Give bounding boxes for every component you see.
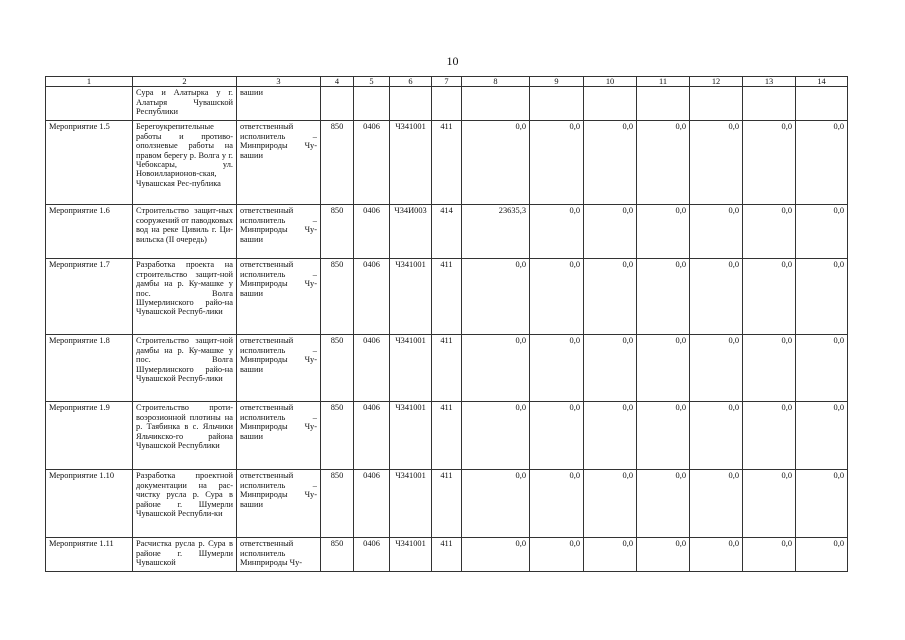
amount-cell: 0,0 bbox=[743, 205, 796, 259]
amount-cell: 0,0 bbox=[584, 335, 637, 402]
budget-table bbox=[45, 76, 848, 572]
amount-cell: 23635,3 bbox=[462, 205, 530, 259]
amount-cell: 0,0 bbox=[796, 205, 848, 259]
amount-cell: 0,0 bbox=[584, 538, 637, 572]
amount-cell: 0,0 bbox=[690, 259, 743, 335]
amount-cell: 0,0 bbox=[637, 538, 690, 572]
activity-name-cell: Мероприятие 1.6 bbox=[46, 205, 133, 259]
activity-description-cell: Строительство проти-воэрозионной плотины на р. Таябинка в с. Яльчики Яльчикско-го района Чувашской Республики bbox=[133, 402, 237, 470]
amount-cell: 0,0 bbox=[584, 205, 637, 259]
expense-type-cell: 411 bbox=[432, 121, 462, 205]
grbs-code-cell: 850 bbox=[321, 205, 354, 259]
amount-cell bbox=[743, 87, 796, 121]
column-header-14: 14 bbox=[796, 77, 848, 87]
executor-cell: ответственный исполнитель – Минприроды Чу-вашии bbox=[237, 335, 321, 402]
activity-description-cell: Сура и Алатырка у г. Алатыря Чувашской Республики bbox=[133, 87, 237, 121]
amount-cell: 0,0 bbox=[637, 121, 690, 205]
column-header-9: 9 bbox=[530, 77, 584, 87]
table-row bbox=[46, 402, 848, 470]
amount-cell: 0,0 bbox=[637, 259, 690, 335]
activity-description-cell: Разработка проекта на строительство защит-ной дамбы на р. Ку-машке у пос. Волга Шумерлинского райо-на Чувашской Респуб-лики bbox=[133, 259, 237, 335]
grbs-code-cell: 850 bbox=[321, 538, 354, 572]
column-header-10: 10 bbox=[584, 77, 637, 87]
amount-cell: 0,0 bbox=[743, 259, 796, 335]
amount-cell bbox=[584, 87, 637, 121]
column-header-12: 12 bbox=[690, 77, 743, 87]
amount-cell: 0,0 bbox=[462, 335, 530, 402]
section-code-cell: 0406 bbox=[354, 121, 390, 205]
expense-type-cell bbox=[432, 87, 462, 121]
amount-cell bbox=[530, 87, 584, 121]
section-code-cell: 0406 bbox=[354, 538, 390, 572]
table-row bbox=[46, 259, 848, 335]
section-code-cell: 0406 bbox=[354, 402, 390, 470]
expense-type-cell: 411 bbox=[432, 259, 462, 335]
amount-cell: 0,0 bbox=[690, 205, 743, 259]
amount-cell: 0,0 bbox=[743, 470, 796, 538]
amount-cell: 0,0 bbox=[462, 402, 530, 470]
target-article-cell: Ч341001 bbox=[390, 121, 432, 205]
expense-type-cell: 411 bbox=[432, 538, 462, 572]
table-row bbox=[46, 87, 848, 121]
amount-cell: 0,0 bbox=[584, 470, 637, 538]
table-row bbox=[46, 538, 848, 572]
amount-cell: 0,0 bbox=[530, 121, 584, 205]
amount-cell: 0,0 bbox=[584, 402, 637, 470]
activity-name-cell: Мероприятие 1.9 bbox=[46, 402, 133, 470]
grbs-code-cell: 850 bbox=[321, 335, 354, 402]
amount-cell: 0,0 bbox=[530, 259, 584, 335]
section-code-cell: 0406 bbox=[354, 259, 390, 335]
amount-cell: 0,0 bbox=[462, 121, 530, 205]
activity-description-cell: Разработка проектной документации на рас-чистку русла р. Сура в районе г. Шумерли Чувашской Республи-ки bbox=[133, 470, 237, 538]
activity-name-cell: Мероприятие 1.11 bbox=[46, 538, 133, 572]
amount-cell: 0,0 bbox=[796, 259, 848, 335]
column-header-6: 6 bbox=[390, 77, 432, 87]
table-body bbox=[46, 87, 848, 572]
expense-type-cell: 411 bbox=[432, 335, 462, 402]
amount-cell: 0,0 bbox=[637, 205, 690, 259]
executor-cell: ответственный исполнитель – Минприроды Чу-вашии bbox=[237, 205, 321, 259]
amount-cell: 0,0 bbox=[462, 470, 530, 538]
executor-cell: вашии bbox=[237, 87, 321, 121]
amount-cell: 0,0 bbox=[462, 538, 530, 572]
amount-cell: 0,0 bbox=[690, 538, 743, 572]
column-header-13: 13 bbox=[743, 77, 796, 87]
amount-cell: 0,0 bbox=[530, 205, 584, 259]
amount-cell: 0,0 bbox=[530, 538, 584, 572]
grbs-code-cell: 850 bbox=[321, 259, 354, 335]
amount-cell: 0,0 bbox=[796, 121, 848, 205]
amount-cell: 0,0 bbox=[637, 335, 690, 402]
target-article-cell bbox=[390, 87, 432, 121]
activity-description-cell: Строительство защит-ной дамбы на р. Ку-машке у пос. Волга Шумерлинского райо-на Чувашской Респуб-лики bbox=[133, 335, 237, 402]
activity-name-cell: Мероприятие 1.5 bbox=[46, 121, 133, 205]
expense-type-cell: 411 bbox=[432, 402, 462, 470]
activity-name-cell bbox=[46, 87, 133, 121]
grbs-code-cell: 850 bbox=[321, 121, 354, 205]
section-code-cell bbox=[354, 87, 390, 121]
column-header-7: 7 bbox=[432, 77, 462, 87]
amount-cell: 0,0 bbox=[743, 538, 796, 572]
column-header-2: 2 bbox=[133, 77, 237, 87]
amount-cell: 0,0 bbox=[690, 402, 743, 470]
activity-name-cell: Мероприятие 1.8 bbox=[46, 335, 133, 402]
amount-cell: 0,0 bbox=[530, 335, 584, 402]
grbs-code-cell bbox=[321, 87, 354, 121]
table-row bbox=[46, 335, 848, 402]
column-header-5: 5 bbox=[354, 77, 390, 87]
column-header-11: 11 bbox=[637, 77, 690, 87]
expense-type-cell: 414 bbox=[432, 205, 462, 259]
amount-cell: 0,0 bbox=[796, 470, 848, 538]
amount-cell bbox=[796, 87, 848, 121]
activity-description-cell: Расчистка русла р. Сура в районе г. Шумерли Чувашской bbox=[133, 538, 237, 572]
executor-cell: ответственный исполнитель – Минприроды Чу-вашии bbox=[237, 259, 321, 335]
executor-cell: ответственный исполнитель Минприроды Чу- bbox=[237, 538, 321, 572]
target-article-cell: Ч341001 bbox=[390, 538, 432, 572]
amount-cell: 0,0 bbox=[637, 470, 690, 538]
activity-description-cell: Берегоукрепительные работы и противо-оползневые работы на правом берегу р. Волга у г. Чебоксары, ул. Новоилларионов-ская, Чувашская Рес-публика bbox=[133, 121, 237, 205]
column-header-8: 8 bbox=[462, 77, 530, 87]
header-row bbox=[46, 77, 848, 87]
executor-cell: ответственный исполнитель – Минприроды Чу-вашии bbox=[237, 470, 321, 538]
executor-cell: ответственный исполнитель – Минприроды Чу-вашии bbox=[237, 402, 321, 470]
activity-name-cell: Мероприятие 1.7 bbox=[46, 259, 133, 335]
column-header-1: 1 bbox=[46, 77, 133, 87]
table-row bbox=[46, 470, 848, 538]
grbs-code-cell: 850 bbox=[321, 470, 354, 538]
amount-cell: 0,0 bbox=[530, 470, 584, 538]
target-article-cell: Ч34И003 bbox=[390, 205, 432, 259]
amount-cell bbox=[690, 87, 743, 121]
column-header-4: 4 bbox=[321, 77, 354, 87]
activity-name-cell: Мероприятие 1.10 bbox=[46, 470, 133, 538]
target-article-cell: Ч341001 bbox=[390, 335, 432, 402]
amount-cell: 0,0 bbox=[796, 538, 848, 572]
expense-type-cell: 411 bbox=[432, 470, 462, 538]
activity-description-cell: Строительство защит-ных сооружений от паводковых вод на реке Цивиль г. Ци-вильска (II очередь) bbox=[133, 205, 237, 259]
column-header-3: 3 bbox=[237, 77, 321, 87]
section-code-cell: 0406 bbox=[354, 335, 390, 402]
amount-cell: 0,0 bbox=[584, 121, 637, 205]
target-article-cell: Ч341001 bbox=[390, 470, 432, 538]
grbs-code-cell: 850 bbox=[321, 402, 354, 470]
amount-cell bbox=[462, 87, 530, 121]
target-article-cell: Ч341001 bbox=[390, 402, 432, 470]
amount-cell: 0,0 bbox=[462, 259, 530, 335]
amount-cell: 0,0 bbox=[584, 259, 637, 335]
target-article-cell: Ч341001 bbox=[390, 259, 432, 335]
amount-cell: 0,0 bbox=[690, 335, 743, 402]
amount-cell: 0,0 bbox=[530, 402, 584, 470]
amount-cell: 0,0 bbox=[743, 402, 796, 470]
amount-cell bbox=[637, 87, 690, 121]
amount-cell: 0,0 bbox=[743, 335, 796, 402]
table-row bbox=[46, 121, 848, 205]
amount-cell: 0,0 bbox=[690, 470, 743, 538]
amount-cell: 0,0 bbox=[637, 402, 690, 470]
amount-cell: 0,0 bbox=[690, 121, 743, 205]
amount-cell: 0,0 bbox=[796, 402, 848, 470]
executor-cell: ответственный исполнитель – Минприроды Чу-вашии bbox=[237, 121, 321, 205]
section-code-cell: 0406 bbox=[354, 205, 390, 259]
amount-cell: 0,0 bbox=[743, 121, 796, 205]
table-row bbox=[46, 205, 848, 259]
amount-cell: 0,0 bbox=[796, 335, 848, 402]
page-number: 10 bbox=[446, 54, 459, 68]
section-code-cell: 0406 bbox=[354, 470, 390, 538]
